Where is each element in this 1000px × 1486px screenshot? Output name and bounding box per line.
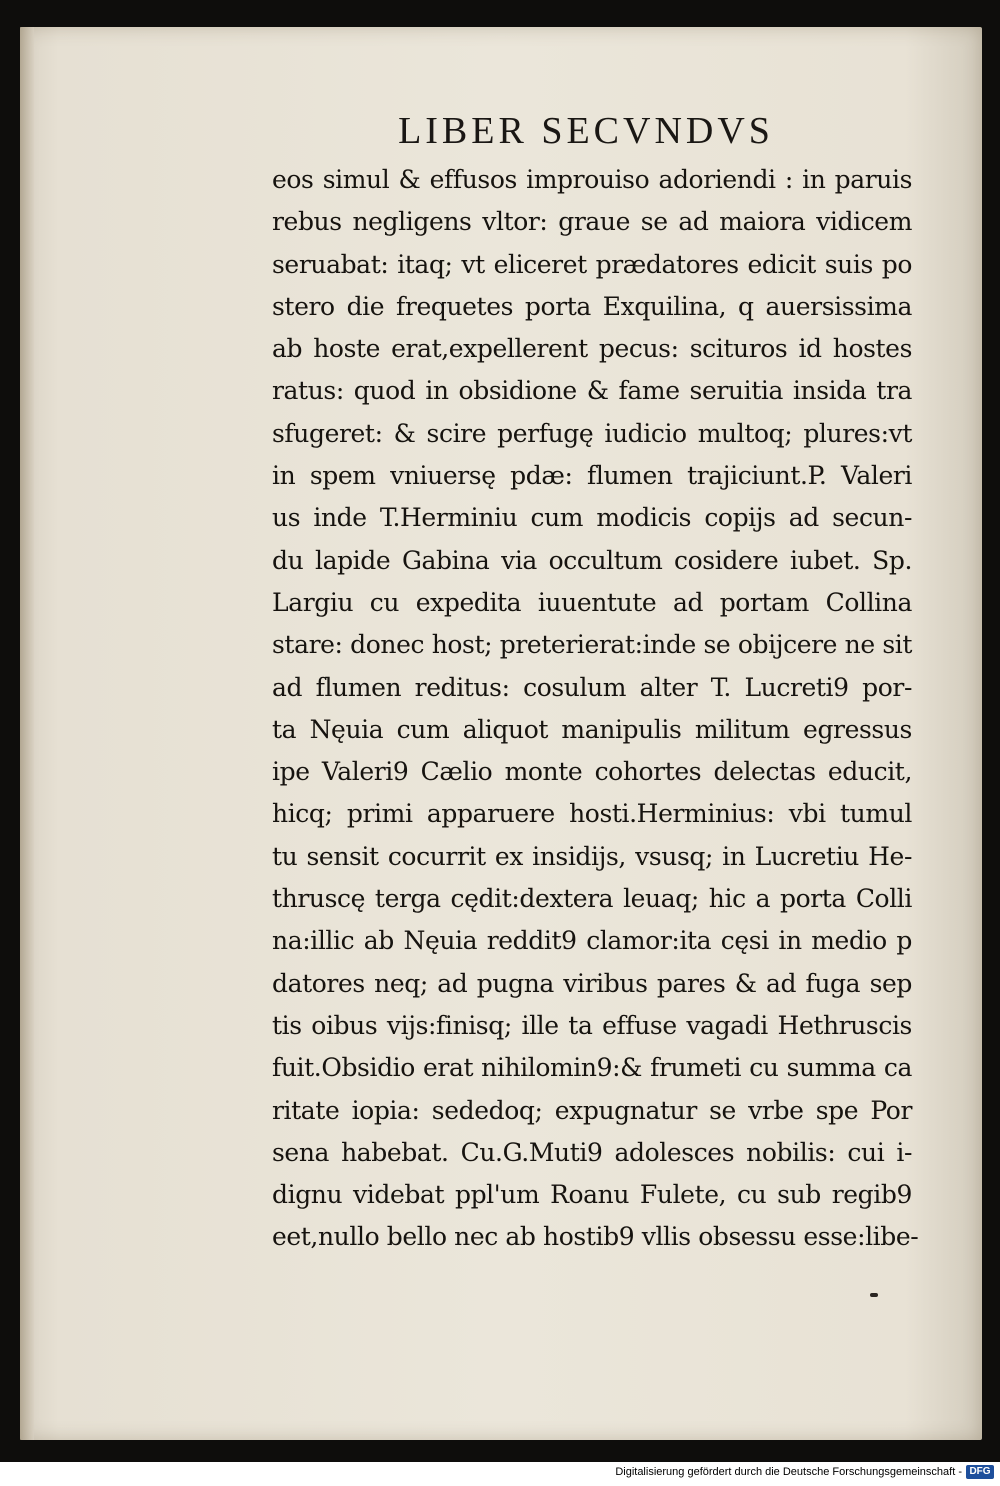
text-line-21: tis oibus vijs:finisq; ille ta effuse vagadi Hethruscis [272, 1010, 912, 1040]
text-line-10: du lapide Gabina via occultum cosidere iubet. Sp. [272, 545, 912, 575]
text-line-20: datores neq; ad pugna viribus pares & ad fuga sep [272, 968, 912, 998]
page-gutter-shadow [20, 27, 34, 1440]
text-line-11: Largiu cu expedita iuuentute ad portam Collina [272, 587, 912, 617]
text-line-9: us inde T.Herminiu cum modicis copijs ad secun- [272, 503, 912, 533]
dfg-logo: DFG [966, 1465, 994, 1479]
text-line-12: stare: donec host; preterierat:inde se obijcere ne sit [272, 630, 912, 660]
text-line-18: thruscę terga cędit:dextera leuaq; hic a porta Colli [272, 884, 912, 914]
text-line-5: ab hoste erat,expellerent pecus: scituros id hostes [272, 334, 912, 364]
text-line-25: dignu videbat ppl'um Roanu Fulete, cu sub regib9 [272, 1180, 912, 1210]
text-line-22: fuit.Obsidio erat nihilomin9:& frumeti cu summa ca [272, 1053, 912, 1083]
text-line-1: eos simul & effusos improuiso adoriendi : in paruis [272, 165, 912, 194]
text-line-2: rebus negligens vltor: graue se ad maiora vidicem [272, 207, 912, 237]
digitization-credit: Digitalisierung gefördert durch die Deutsche Forschungsgemeinschaft - [615, 1466, 962, 1478]
text-line-16: hicq; primi apparuere hosti.Herminius: vbi tumul [272, 799, 912, 829]
text-line-24: sena habebat. Cu.G.Muti9 adolesces nobilis: cui i- [272, 1137, 912, 1167]
body-text [272, 159, 919, 1259]
text-line-6: ratus: quod in obsidione & fame seruitia insida tra [272, 376, 912, 406]
text-line-14: ta Nęuia cum aliquot manipulis militum egressus [272, 714, 912, 744]
text-line-3: seruabat: itaq; vt eliceret prædatores edicit suis po [272, 249, 912, 279]
text-line-8: in spem vniuersę pdæ: flumen trajiciunt.P. Valeri [272, 461, 912, 491]
catchword-mark [870, 1293, 878, 1297]
text-line-15: ipe Valeri9 Cælio monte cohortes delectas educit, [272, 757, 912, 787]
book-page [20, 27, 982, 1440]
running-head: LIBER SECVNDVS [398, 110, 774, 152]
text-line-17: tu sensit cocurrit ex insidijs, vsusq; in Lucretiu He- [272, 841, 912, 871]
text-line-13: ad flumen reditus: cosulum alter T. Lucreti9 por- [272, 672, 912, 702]
text-line-23: ritate iopia: sededoq; expugnatur se vrbe spe Por [272, 1095, 912, 1125]
text-line-7: sfugeret: & scire perfugę iudicio multoq; plures:vt [272, 418, 912, 448]
text-line-4: stero die frequetes porta Exquilina, q auersissima [272, 291, 912, 321]
text-line-19: na:illic ab Nęuia reddit9 clamor:ita cęsi in medio p [272, 926, 912, 956]
text-line-26: eet,nullo bello nec ab hostib9 vllis obsessu esse:libe- [272, 1222, 919, 1252]
